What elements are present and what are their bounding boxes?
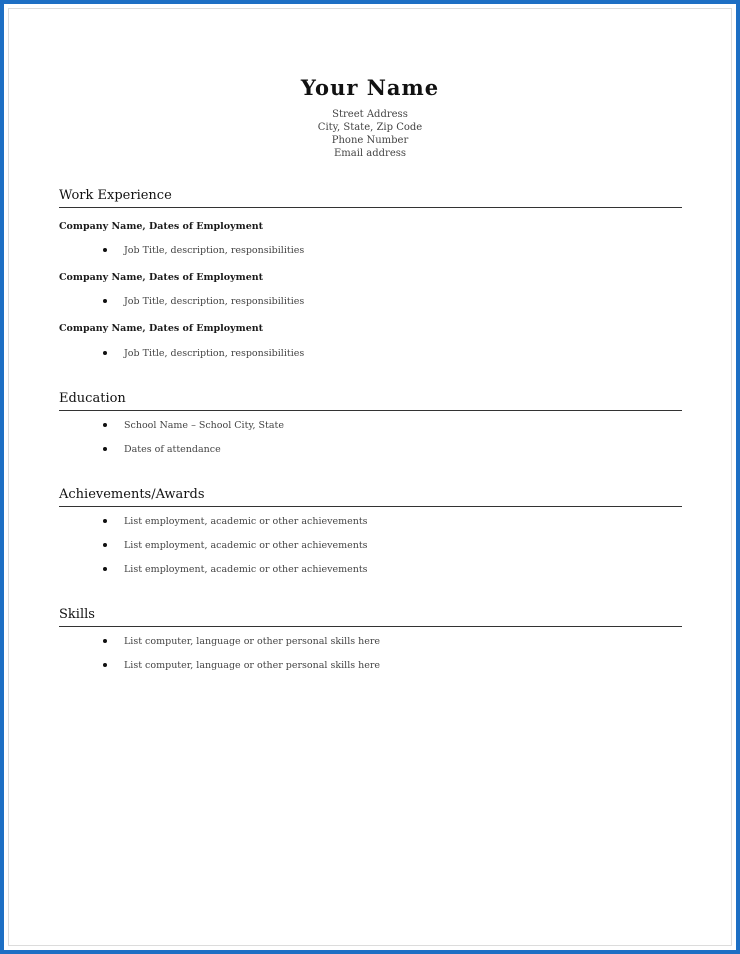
section-title-skills: Skills (59, 606, 682, 627)
achievements-section (59, 486, 682, 586)
bullet-icon (103, 447, 107, 451)
bullet-icon (103, 639, 107, 643)
list-item: List computer, language or other personal skills here (103, 660, 380, 671)
bullet-icon (103, 543, 107, 547)
resume-name: Your Name (300, 75, 440, 100)
skills-section (59, 606, 682, 686)
resume-header (0, 74, 740, 160)
section-title-achievements: Achievements/Awards (59, 486, 682, 507)
bullet-icon (103, 248, 107, 252)
bullet-icon (103, 519, 107, 523)
phone-number: Phone Number (331, 135, 409, 146)
work-experience-section (59, 187, 682, 367)
company-line: Company Name, Dates of Employment (59, 221, 264, 232)
section-title-work-experience: Work Experience (59, 187, 682, 208)
list-item: Job Title, description, responsibilities (103, 348, 304, 359)
bullet-icon (103, 567, 107, 571)
company-line: Company Name, Dates of Employment (59, 323, 264, 334)
list-item: List employment, academic or other achievements (103, 516, 368, 527)
email-address: Email address (333, 148, 407, 159)
bullet-icon (103, 423, 107, 427)
list-item: Dates of attendance (103, 444, 221, 455)
list-item: List employment, academic or other achievements (103, 564, 368, 575)
list-item: List employment, academic or other achievements (103, 540, 368, 551)
list-item: Job Title, description, responsibilities (103, 296, 304, 307)
education-section (59, 390, 682, 470)
list-item: List computer, language or other personal skills here (103, 636, 380, 647)
city-state-zip: City, State, Zip Code (317, 122, 423, 133)
list-item: Job Title, description, responsibilities (103, 245, 304, 256)
company-line: Company Name, Dates of Employment (59, 272, 264, 283)
list-item: School Name – School City, State (103, 420, 284, 431)
street-address: Street Address (332, 109, 408, 120)
section-title-education: Education (59, 390, 682, 411)
bullet-icon (103, 663, 107, 667)
bullet-icon (103, 351, 107, 355)
bullet-icon (103, 299, 107, 303)
